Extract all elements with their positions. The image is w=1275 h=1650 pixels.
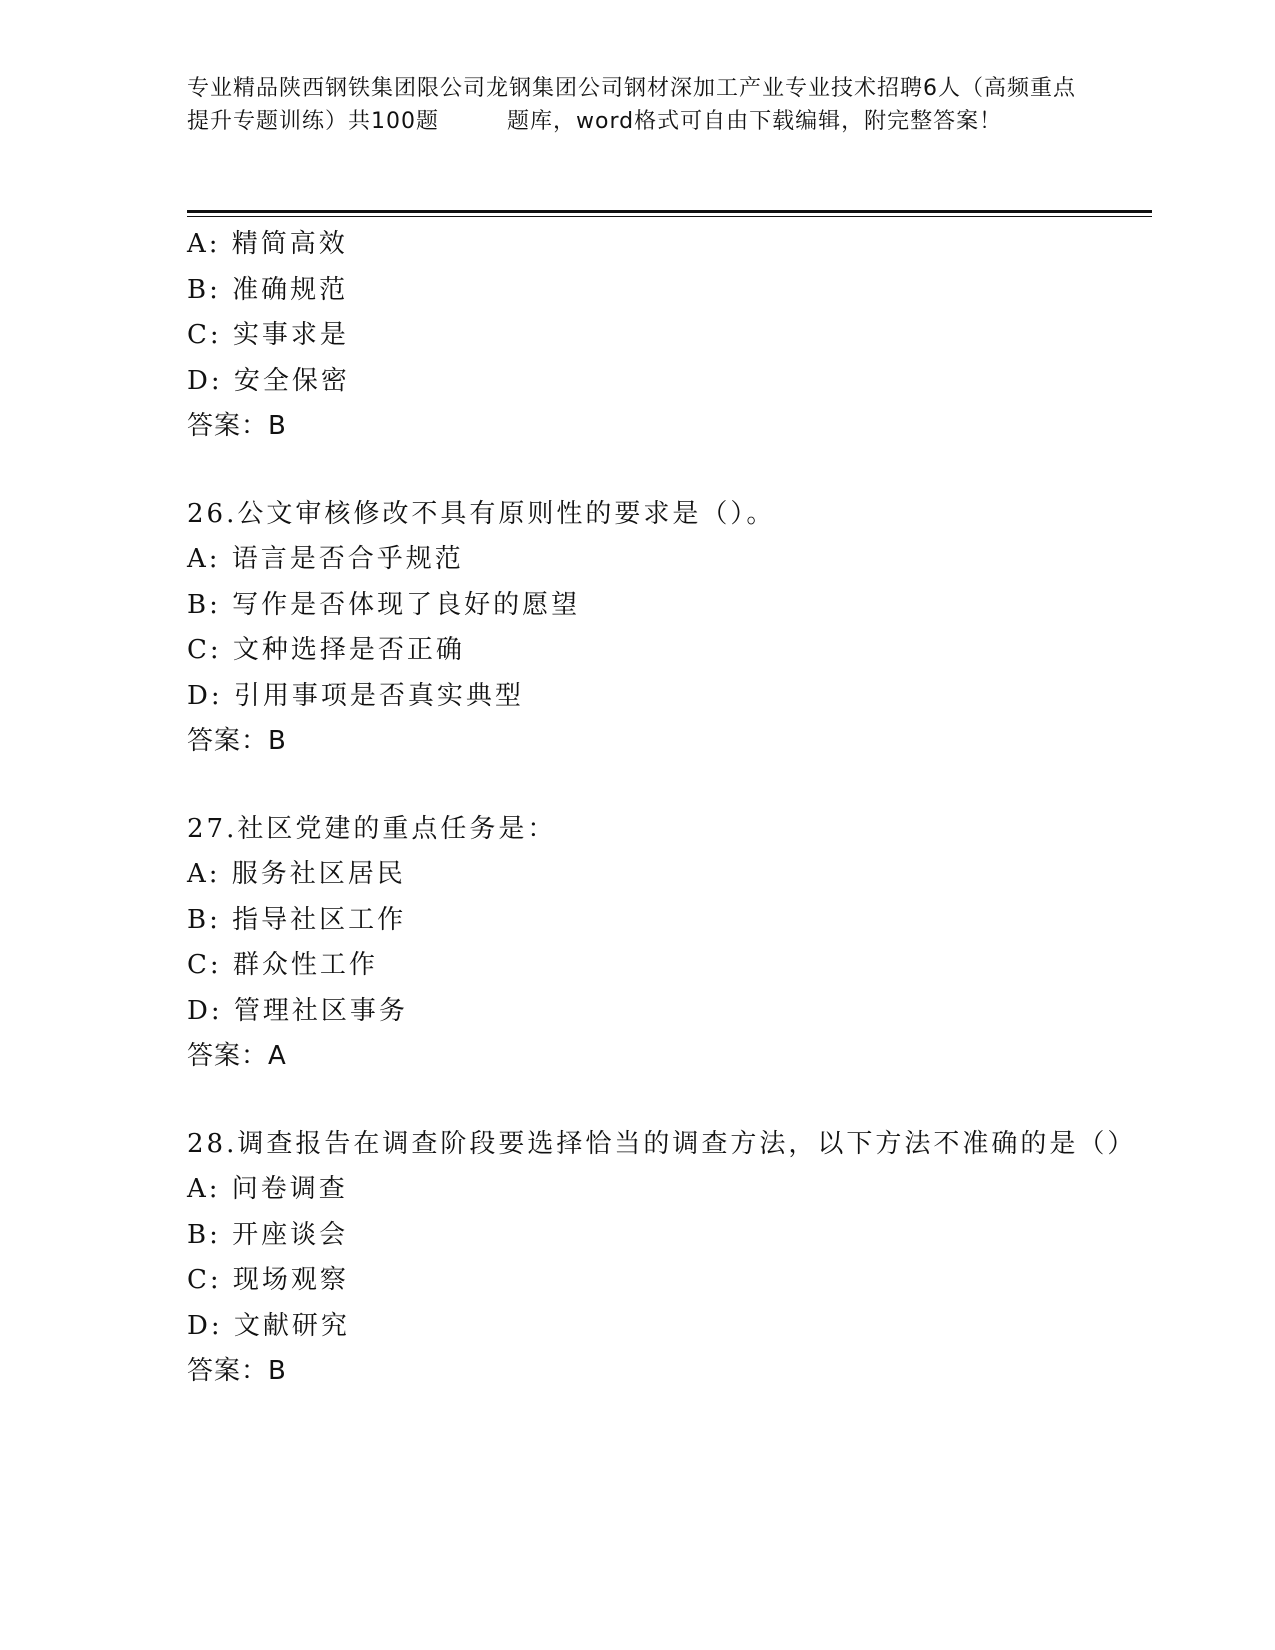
header-title-part1: 专业精品陕西钢铁集团限公司龙钢集团公司钢材深加工产业专业技术招聘6人（高频重点提升专题训练）共100题 [187,76,1076,134]
option-b: B: 指导社区工作 [187,904,407,935]
spacer [187,765,1147,807]
option-a: A: 服务社区居民 [187,859,406,889]
answer-line: 答案：B [187,1356,287,1386]
question-block-27 [187,807,1147,1080]
question-block-26 [187,492,1147,765]
header-title-part2: 题库，word格式可自由下载编辑，附完整答案！ [507,109,1003,134]
document-header [187,72,1087,138]
option-a: A: 精简高效 [187,229,348,259]
option-c: C: 现场观察 [187,1265,349,1295]
option-c: C: 实事求是 [187,320,349,350]
question-stem: 27.社区党建的重点任务是： [187,813,557,844]
answer-line: 答案：A [187,1041,287,1071]
spacer [187,450,1147,492]
option-d: D: 引用事项是否真实典型 [187,680,524,711]
answer-line: 答案：B [187,411,287,441]
option-b: B: 写作是否体现了良好的愿望 [187,589,581,620]
answer-line: 答案：B [187,726,287,756]
question-block-25 [187,222,1147,450]
option-b: B: 开座谈会 [187,1219,349,1250]
option-d: D: 管理社区事务 [187,995,408,1026]
option-a: A: 语言是否合乎规范 [187,544,464,574]
option-d: D: 安全保密 [187,365,350,396]
spacer [187,1080,1147,1122]
option-c: C: 群众性工作 [187,950,378,980]
option-c: C: 文种选择是否正确 [187,635,465,665]
question-block-28 [187,1122,1147,1395]
question-list [187,222,1147,1395]
question-stem: 28.调查报告在调查阶段要选择恰当的调查方法，以下方法不准确的是（） [187,1128,1137,1159]
header-divider [187,210,1152,217]
option-b: B: 准确规范 [187,274,349,305]
option-a: A: 问卷调查 [187,1174,348,1204]
question-stem: 26.公文审核修改不具有原则性的要求是（）。 [187,498,776,529]
option-d: D: 文献研究 [187,1310,350,1341]
